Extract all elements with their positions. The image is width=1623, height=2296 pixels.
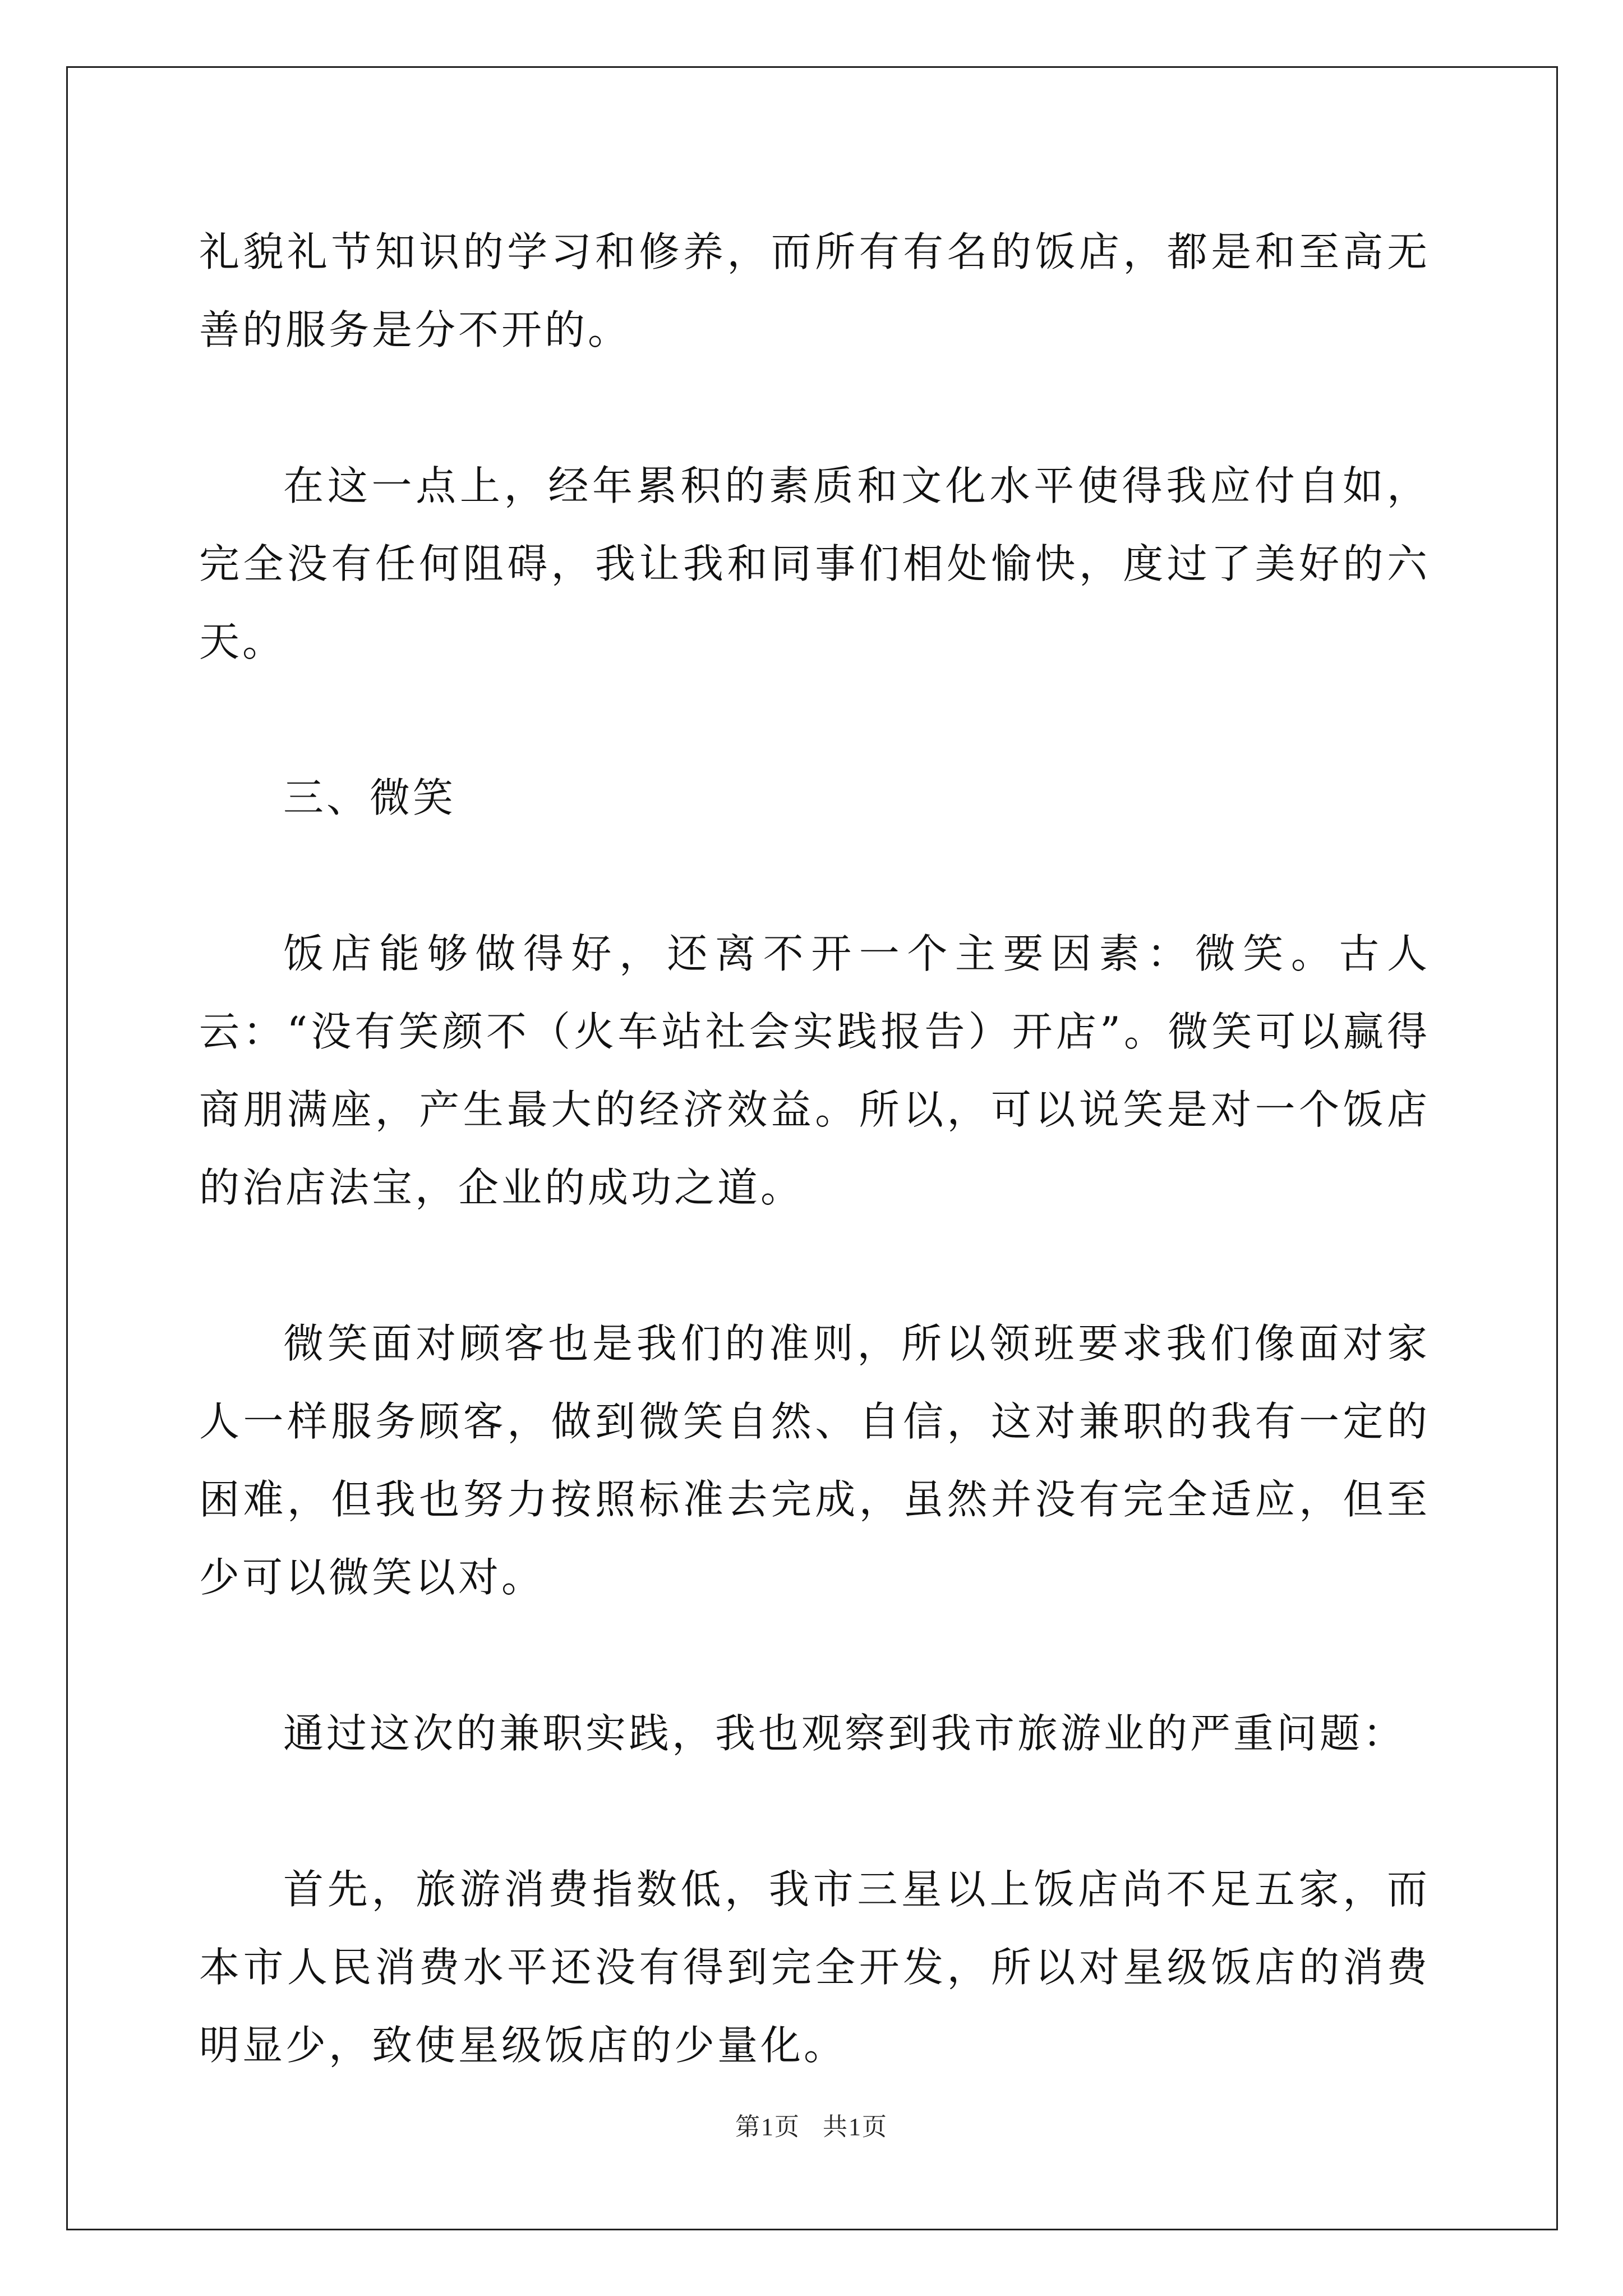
- paragraph-2: 在这一点上，经年累积的素质和文化水平使得我应付自如，完全没有任何阻碍，我让我和同事们相处愉快，度过了美好的六天。: [199, 462, 1430, 665]
- page-number-current: 第1页: [735, 2113, 800, 2141]
- paragraph-1: 礼貌礼节知识的学习和修养，而所有有名的饭店，都是和至高无善的服务是分不开的。: [199, 228, 1430, 353]
- paragraph-6: 首先，旅游消费指数低，我市三星以上饭店尚不足五家，而本市人民消费水平还没有得到完全开发，所以对星级饭店的消费明显少，致使星级饭店的少量化。: [199, 1866, 1430, 2069]
- paragraph-3: 饭店能够做得好，还离不开一个主要因素：微笑。古人云：“没有笑颜不（火车站社会实践报告）开店”。微笑可以赢得商朋满座，产生最大的经济效益。所以，可以说笑是对一个饭店的治店法宝，企业的成功之道。: [199, 930, 1430, 1211]
- page-footer: [0, 2106, 1623, 2142]
- document-body: [199, 213, 1430, 2085]
- section-heading-smile: 三、微笑: [283, 774, 457, 821]
- page-number-total: 共1页: [823, 2113, 888, 2141]
- paragraph-4: 微笑面对顾客也是我们的准则，所以领班要求我们像面对家人一样服务顾客，做到微笑自然、自信，这对兼职的我有一定的困难，但我也努力按照标准去完成，虽然并没有完全适应，但至少可以微笑以对。: [199, 1320, 1430, 1601]
- paragraph-5: 通过这次的兼职实践，我也观察到我市旅游业的严重问题：: [283, 1710, 1407, 1757]
